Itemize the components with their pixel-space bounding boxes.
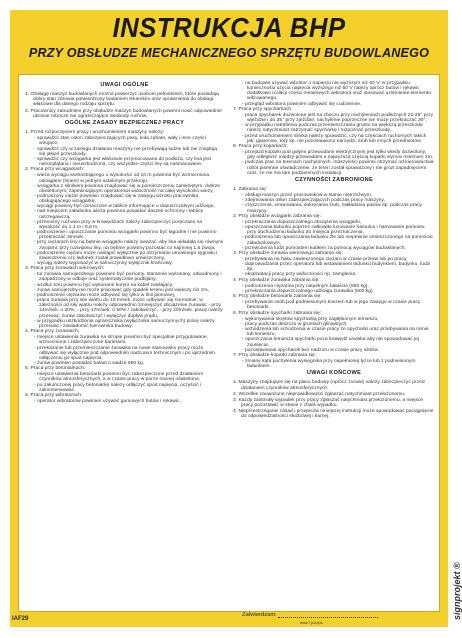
instruction-panel (18, 74, 440, 612)
numbered-item: 5. Praca przy betoniarkach: (25, 366, 86, 372)
numbered-item: 7. Praca przy spycharkach: (233, 106, 293, 112)
bullet-item: - podnoszenie ciężarów może odbywać się tylko w linii pionowej, (34, 292, 176, 298)
numbered-item: 4. Nieprzestrzeganie zasad i przepisów niniejszej instrukcji może spowodować pociągnięcie do odpowiedzialności służbowej i karnej. (233, 409, 434, 420)
sign-footer (10, 614, 448, 627)
numbered-item: 3. Przy obsłudze żurawia wieżowego zabrania się: (233, 250, 344, 256)
approved-label: Zatwierdzam: (242, 612, 277, 618)
instruction-sign (10, 10, 448, 627)
bullet-item: - operator wibratorów powinien używać gumowych butów i rękawic, (34, 399, 181, 405)
bullet-item: - przegląd wibratora powinien odbywać się codziennie. (242, 101, 362, 107)
section-heading: UWAGI KOŃCOWE (306, 370, 362, 377)
bullet-item: - opuszczania ładunku poprzez całkowite luzowanie hamulca i hamowanie pomostu przy dochodzeniu ładunku do miejsca przeznaczenia, (242, 225, 425, 236)
signature-label: data i podpis (300, 620, 323, 625)
sign-header (10, 10, 448, 72)
bullet-item: - doprowadzania przez operatora lub wstawianiem ładunku budynkiem, budynku, ludzi itp., (242, 262, 431, 273)
bullet-item: - nad miejscem załadunku wieża powinna posiadać daszek ochronny i tablicę ostrzegawczą, (34, 209, 204, 220)
numbered-item: 7. Przy obsłudze koparki zabrania się: (233, 352, 317, 358)
numbered-item: 6. Praca przy wibratorach: (25, 392, 83, 398)
right-column (233, 81, 435, 421)
numbered-item: 5. Przy obsłudze betoniarki zabrania się: (233, 294, 322, 300)
brand-logo (441, 420, 462, 620)
bullet-item: - wyciąg należy wyposażyć w samoczynny wyłącznik krańcowy. (34, 261, 173, 266)
bullet-item: - czyszczenia, smarowania, dokręcania śrub, zakładania pasów itp. podczas pracy maszyny. (242, 203, 423, 214)
bullet-item: - obsługi maszyn przez pracowników w stanie nietrzeźwym, (242, 193, 373, 199)
bullet-item: - przejazd koparki pod gołymi przewodami elektrycznymi jest tylko wtedy dozwolony, gdy odległość między przewodami a najwyższą częścią koparki wynosi minimum 2m, (242, 150, 434, 161)
bullet-item: - żuraw powinien posiadać balast o wadze 650 kg. (34, 360, 145, 366)
section-heading: CZYNNOŚCI ZABRONIONE (294, 176, 374, 183)
bullet-item: - sprawdzić czy wciągarka jest właściwie przymocowana do podłoża, czy lina jest nierozplątana i nieuszkodzona, czy wszystkie części liny są nasmarowane. (34, 156, 211, 168)
bullet-item: - na budowie używać wibrator o napięciu nie wyższym niż 60 V; w przypadku konieczności użycia napięcia wyższego niż 60 V należy oprócz butów i rękawic dodatkowo izolacji części metalowych wibratora oraz stosować uziemienie elementu wibrowanego, (242, 81, 431, 102)
numbered-item: 2. Pracownicy zatrudnieni przy obsłudze maszyn budowlanych powinni nosić odpowiednie ubranie robocze nie ograniczające swobody ruchów. (25, 108, 222, 119)
bullet-item: - wykonywania skrętów spycharką przy zagłębionym lemieszu, (242, 316, 379, 322)
bullet-item: - żuraw samojezdny nie może pracować gdy spadek terenu jest większy niż 1%, (34, 287, 210, 293)
bullet-item: - przed uruchomieniem silnika należy sprawdzić, czy na częściach ruchomych takich jak: gąsienice, tory itp. nie pozostawiono narzędzi, śrub lub innych przedmiotów. (242, 133, 427, 144)
bullet-item: - zdejmowania osłon zabezpieczających podczas pracy maszyny, (242, 198, 385, 204)
bullet-item: - w przypadku uszkodzenia ogranicznika (wyłącznika samoczynnych) pracę należy przerwać i zawiadomić kierownika budowy. (34, 318, 215, 329)
bullet-item: - podnoszenie i opuszczanie pomostu wciągarki powinno być łagodne i nie powinno przekraczać 3m/sek., (34, 230, 217, 241)
numbered-item: 3. Praca przy żurawiach wieżowych: (25, 266, 105, 272)
bullet-item: - przebywania osób pod podniesionym koszem lub w jego zasięgu w czasie pracy betoniarki. (242, 300, 421, 311)
bullet-item: - przekraczania dopuszczalnego obciążenia wciągarki, (242, 219, 362, 225)
document-code: IAF29 (12, 616, 29, 622)
section-heading: UWAGI OGÓLNE (100, 82, 149, 88)
bullet-item: - przenośny ruchowo przy w krawędziach należy zabezpieczyć poręczami na wysokość do 1,1 m i 0,8 m, (34, 219, 202, 230)
numbered-item: 6. Przy obsłudze spycharki zabrania się: (233, 310, 322, 316)
bullet-item: - miejsce ustawienia żurawika na stropie powinno być specjalnie przygotowane, wzmocnione i zabezpieczone barierami, (34, 335, 208, 346)
numbered-item: 2. Praca przy wciągarkach: (25, 167, 85, 173)
bullet-item: - w przypadku natrafienia podczas przemieszczania gruntu na większą przeszkodę należy natychmiast zatrzymać spycharkę i rozpoznać przeszkodę, (242, 123, 423, 134)
bullet-item: - tor żurawia samojezdnego powinien być poziomy, starannie wykonany, odwodniony i zaopatrzony w odboje oraz systematycznie podbijany, (34, 272, 222, 283)
bullet-item: - sprawdzić stan osłon zabezpieczających pasy, koła zębate, wały i inne części wirujące, (34, 136, 206, 147)
signature-line (278, 617, 378, 618)
bullet-item: - po zakończonej pracy betoniarkę należy odłączyć spod napięcia, oczyścić i zakonserwować. (34, 382, 202, 393)
bullet-item: - opuszczania lemiesza spycharki poza krawędź urwiska aby nie spowodować jej zsunięcia, (242, 337, 420, 348)
bullet-item: - przekraczania dopuszczalnego udźwigu żurawika (500 kg). (242, 288, 375, 294)
bullet-item: - praca spycharek dozwolona jest na zboczu przy nachyleniach podłużnych 22-25° przy wjeździe i do 35° przy zjeździe; nachylenie poprzeczne nie może przekraczać 30°, (242, 112, 434, 124)
numbered-item: 4. Praca przy żurawiach: (25, 329, 80, 335)
bullet-item: - podnoszony ciężar powinien znajdować się w zasięgu wzroku pracownika obsługującego wciągarkę, (34, 193, 199, 205)
bullet-item: - podczas prac na terenach nachylonych, maszyniści powinni otrzymać od kierownictwa robót pisemne oświadczenie, że teren został sprawdzony i nie grozi zapadnięciem oraz, że nie ma tam podziemnych instalacji. (242, 160, 434, 176)
bullet-item: - pracy podczas deszczu w gruntach gliniastych, (242, 321, 348, 327)
bullet-item: - przewożenia ludzi pomostem kubłem za pomocą wyciągów budowlanych. (242, 245, 406, 251)
numbered-item: 2. Przy obsłudze wciągarki zabrania się: (233, 213, 321, 219)
bullet-item: - przy ciężarach liny na bębnie wciągarki należy uważać, aby lina układała się równymi zwojami; przy rozwijaniu liny, na bębnie powinny pozostać co najmniej 1,5 zwoja, (34, 240, 224, 251)
numbered-item: 1. Zabrania się: (233, 186, 268, 192)
bullet-item: - wchodzenia lub schodzenia w czasie pracy ze spycharki oraz przebywania na ramie lub lemieszu, (242, 327, 429, 338)
bullet-item: - przebywania na haku zawieszonego ciężaru w czasie przerw lub po pracy, (242, 257, 408, 262)
numbered-item: 8. Praca przy koparkach: (233, 143, 288, 149)
section-heading: OGÓLNE ZASADY BEZPIECZNEJ PRACY (64, 119, 185, 126)
bullet-item: - wyciągi powinny być oznaczone w tablice informujące o dopuszczalnym udźwigu, (34, 204, 215, 210)
brand-text: signprojekt ® (452, 562, 462, 620)
numbered-item: 1. Obsługę maszyn budowlanych można powierzyć osobom pełnoletnim, które posiadają dobry stan zdrowia potwierdzony badaniem lekarskim oraz uprawnienia do obsługi, właściwe dla danego rodzaju sprzętu. (25, 92, 219, 108)
numbered-item: 3. Każdy zaistniały wypadek przy pracy zgłaszać natychmiast przełożonemu, a miejsce pracy pozostawić w stanie z chwili wypadku. (233, 397, 424, 409)
bullet-item: - wciągarka z silnikiem powinna znajdować się w pomieszczeniu zamkniętym, dobrze oświetlonym, zapewniającym operatorowi widoczność na całej wysokości wieży, (34, 183, 221, 194)
bullet-item: - przekazanie lub przemieszczanie żurawika na nowe stanowisko pracy może odbywać się wyłącznie pod odpowiednim nadzorem technicznym i po uprzednim odłączeniu go spod napięcia, (34, 345, 215, 361)
numbered-item: 1. Maszyny znajdujące się na placu budowy (oprócz żurawi) należy zabezpieczyć przed działaniem czynników atmosferycznych. (233, 380, 425, 391)
page-title: INSTRUKCJA BHP (112, 12, 346, 43)
bullet-item: - podnoszenia ciężarów przy niepełnym balaście (650 kg), (242, 283, 369, 289)
numbered-item: 1. Przed rozpoczęciem pracy i uruchomieniem maszyny należy: (25, 130, 165, 136)
bullet-item: - pozostawiania spycharek bez nadzoru w czasie pracy silnika. (242, 347, 379, 353)
bullet-item: - podnoszenie ciężaru może nastąpić wyłącznie po otrzymaniu umownego sygnału i stwierdzeniu czy ładunek został prawidłowo umieszczony, (34, 250, 218, 261)
bullet-item: - eksploatacji pracy przy widoczności np. zamglenia. (242, 272, 357, 278)
numbered-item: 2. Wszelkie zauważone nieprawidłowości zgłaszać natychmiast przełożonemu. (233, 391, 406, 397)
numbered-item: 4. Przy obsłudze żurawika zabrania się: (233, 277, 320, 283)
bullet-item: - wieża wyciągu wolnostojącego o wysokości od 10 m powinna być wzmocniona odciągami (linami) w jednym ustalonym przekroju, (34, 173, 210, 184)
bullet-item: - praca żurawia przy sile wiatru do 10 m/sek. może odbywać się normalnie; w zależności od siły wiatru należy odpowiednio zmniejszyć obciążenie żurawia: - przy 14m/sek. o 20%, - przy 17m/sek. o 50% / zakotwiczyć, - przy 20m/sek. pracę należy przerwać, żuraw zakotwiczyć i wyłączyć dopływ prądu, (34, 298, 223, 319)
page-subtitle: PRZY OBSŁUDZE MECHANICZNEGO SPRZĘTU BUDOWLANEGO (28, 46, 430, 60)
bullet-item: - sprawdzić czy w zasięgu działania maszyny nie przebywają ludzie lub nie znajdują się jakieś przeszkody, (34, 146, 218, 157)
bullet-item: - wzdłuż toru powinno być wykonane koryto na kabel zasilający, (34, 282, 174, 288)
bullet-item: - miejsce ustawienia betoniarki powinno być zabezpieczone przed działaniem czynników atmosferycznych, a w czasie pracy w porze nocnej oświetlone, (34, 372, 204, 383)
bullet-item: - podnoszenia lub opuszczania ładunku źle lub niepewnie umieszczonego na pomoście załadunkowym, (242, 235, 433, 246)
left-column (25, 81, 224, 404)
bullet-item: - zmiany kąta pochylenia wysięgnika przy napełnionej łyżce lub z podniesionym ładunkiem. (242, 358, 416, 370)
